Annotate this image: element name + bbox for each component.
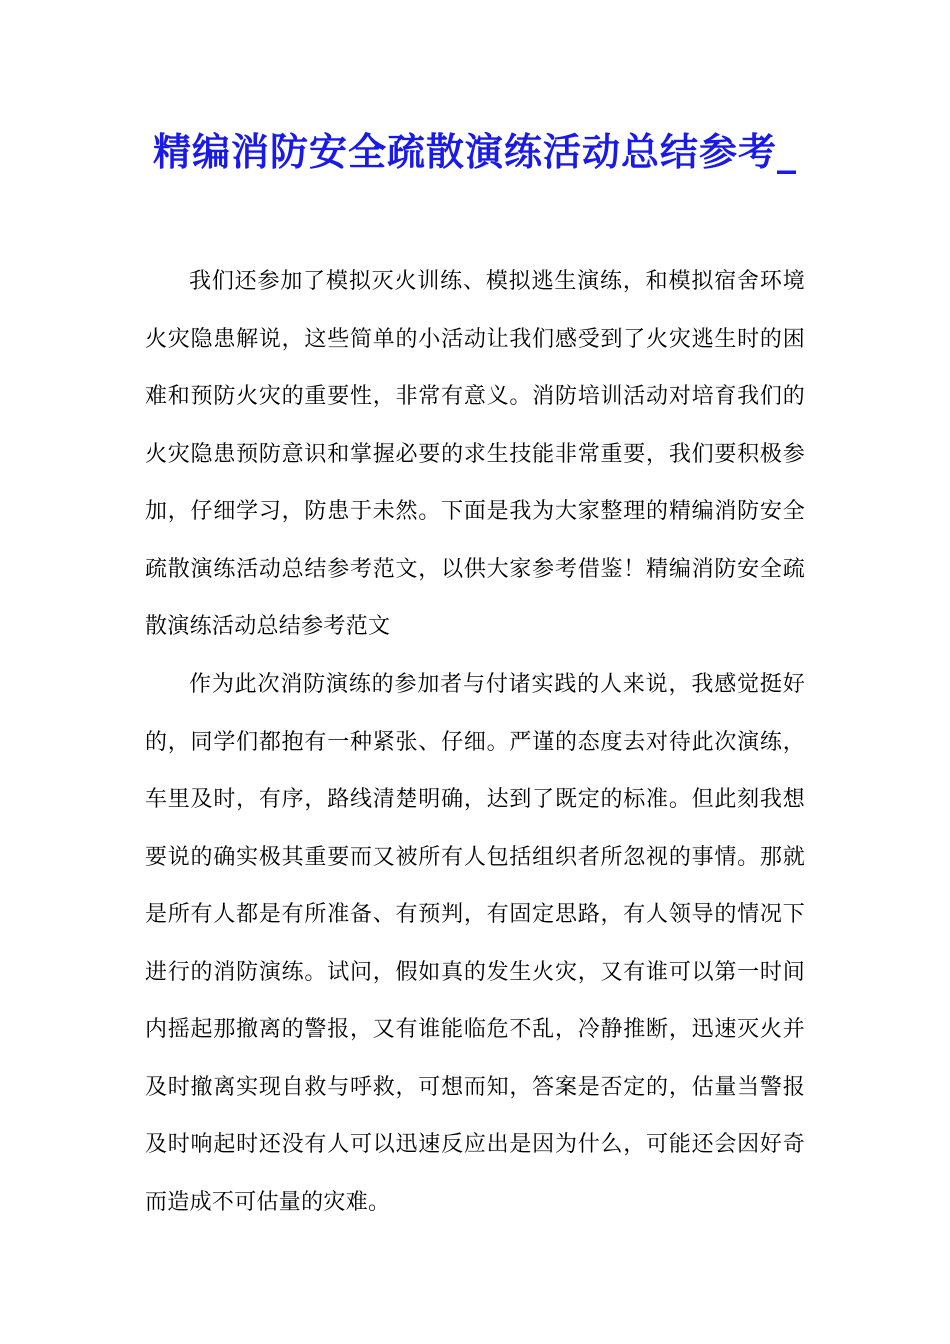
document-title: 精编消防安全疏散演练活动总结参考_	[152, 129, 797, 174]
body-paragraph: 作为此次消防演练的参加者与付诸实践的人来说，我感觉挺好的，同学们都抱有一种紧张、仔细。严谨的态度去对待此次演练，车里及时，有序，路线清楚明确，达到了既定的标准。但此刻我想要说的确实极其重要而又被所有人包括组织者所忽视的事情。那就是所有人都是有所准备、有预判，有固定思路，有人领导的情况下进行的消防演练。试问，假如真的发生火灾，又有谁可以第一时间内摇起那撤离的警报，又有谁能临危不乱，冷静推断，迅速灭火并及时撤离实现自救与呼救，可想而知，答案是否定的，估量当警报及时响起时还没有人可以迅速反应出是因为什么，可能还会因好奇而造成不可估量的灾难。	[145, 672, 805, 1215]
body-paragraph: 我们还参加了模拟灭火训练、模拟逃生演练，和模拟宿舍环境火灾隐患解说，这些简单的小活动让我们感受到了火灾逃生时的困难和预防火灾的重要性，非常有意义。消防培训活动对培育我们的火灾隐患预防意识和掌握必要的求生技能非常重要，我们要积极参加，仔细学习，防患于未然。下面是我为大家整理的精编消防安全疏散演练活动总结参考范文，以供大家参考借鉴！精编消防安全疏散演练活动总结参考范文	[145, 269, 805, 639]
